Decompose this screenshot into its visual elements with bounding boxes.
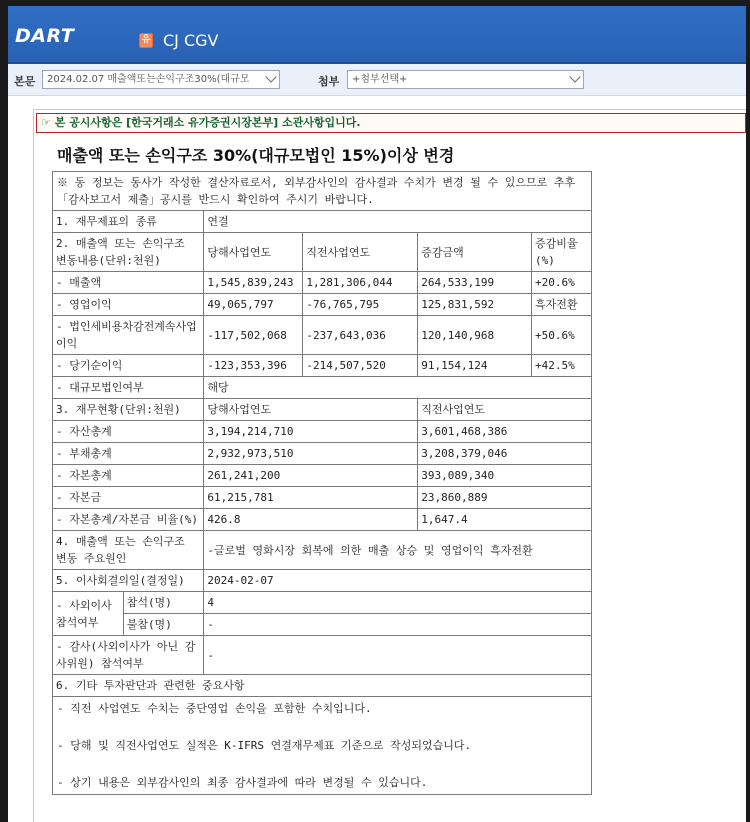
cell: 393,089,340 [418, 465, 592, 487]
sub-label: 참석(명) [123, 592, 204, 614]
item-label: - 당기순이익 [53, 355, 204, 377]
row-value: -글로벌 영화시장 회복에 의한 매출 상승 및 영업이익 흑자전환 [204, 531, 592, 570]
row-value: 연결 [204, 211, 592, 233]
table-row [53, 697, 592, 795]
dart-header [8, 6, 746, 64]
col-header: 직전사업연도 [418, 399, 592, 421]
cell: -76,765,795 [303, 294, 418, 316]
cell: 3,194,214,710 [204, 421, 418, 443]
item-label: - 사외이사 참석여부 [53, 592, 124, 636]
cell: 49,065,797 [204, 294, 303, 316]
row-label: 4. 매출액 또는 손익구조 변동 주요원인 [53, 531, 204, 570]
dart-logo[interactable]: DART [15, 25, 75, 47]
col-header: 증감비율(%) [532, 233, 592, 272]
disclaimer: ※ 동 정보는 동사가 작성한 결산자료로서, 외부감사인의 감사결과 수치가 변경 될 수 있으므로 추후 「감사보고서 제출」공시를 반드시 확인하여 주시기 바랍니다. [53, 172, 592, 211]
table-row [53, 211, 592, 233]
table-row [53, 355, 592, 377]
doc-select[interactable] [42, 70, 280, 89]
cell: 흑자전환 [532, 294, 592, 316]
table-row [53, 570, 592, 592]
company-name[interactable]: CJ CGV [163, 31, 219, 50]
sub-label: 불참(명) [123, 614, 204, 636]
document-toolbar [8, 64, 746, 96]
item-label: - 대규모법인여부 [53, 377, 204, 399]
cell: 120,140,968 [418, 316, 532, 355]
note-line: - 직전 사업연도 수치는 중단영업 손익을 포함한 수치입니다. [57, 702, 372, 715]
row-label: 3. 재무현황(단위:천원) [53, 399, 204, 421]
item-label: - 자산총계 [53, 421, 204, 443]
cell: 3,601,468,386 [418, 421, 592, 443]
cell: 261,241,200 [204, 465, 418, 487]
page-title: 매출액 또는 손익구조 30%(대규모법인 15%)이상 변경 [57, 146, 455, 165]
item-label: - 자본금 [53, 487, 204, 509]
table-row [53, 509, 592, 531]
content-area [8, 96, 746, 822]
row-label: 2. 매출액 또는 손익구조 변동내용(단위:천원) [53, 233, 204, 272]
row-value: 2024-02-07 [204, 570, 592, 592]
item-label: - 매출액 [53, 272, 204, 294]
row-label: 1. 재무제표의 종류 [53, 211, 204, 233]
cell: -214,507,520 [303, 355, 418, 377]
cell: 해당 [204, 377, 592, 399]
table-row [53, 172, 592, 211]
col-header: 당해사업연도 [204, 399, 418, 421]
table-row [53, 487, 592, 509]
table-row [53, 636, 592, 675]
item-label: - 영업이익 [53, 294, 204, 316]
table-row [53, 465, 592, 487]
col-header: 증감금액 [418, 233, 532, 272]
notice-banner: ☞ 본 공시사항은 [한국거래소 유가증권시장본부] 소관사항입니다. [36, 113, 746, 133]
row-label: 5. 이사회결의일(결정일) [53, 570, 204, 592]
doc-select-value: 2024.02.07 매출액또는손익구조30%(대규모 [47, 74, 250, 85]
table-row [53, 294, 592, 316]
table-row [53, 443, 592, 465]
table-row [53, 233, 592, 272]
cell: 4 [204, 592, 592, 614]
table-row [53, 421, 592, 443]
cell: 2,932,973,510 [204, 443, 418, 465]
table-row [53, 399, 592, 421]
cell: 426.8 [204, 509, 418, 531]
table-row [53, 316, 592, 355]
cell: - [204, 636, 592, 675]
company-type-badge: 유 [139, 33, 153, 48]
document-body [33, 109, 746, 822]
row-label: 6. 기타 투자판단과 관련한 중요사항 [53, 675, 592, 697]
attach-label: 첨부 [318, 75, 340, 88]
item-label: - 감사(사외이사가 아닌 감사위원) 참석여부 [53, 636, 204, 675]
browser-frame [8, 6, 746, 822]
cell: +50.6% [532, 316, 592, 355]
cell: 264,533,199 [418, 272, 532, 294]
cell: 1,281,306,044 [303, 272, 418, 294]
note-line: - 당해 및 직전사업연도 실적은 K-IFRS 연결재무제표 기준으로 작성되었습니다. [57, 739, 472, 752]
cell: 1,647.4 [418, 509, 592, 531]
cell: -117,502,068 [204, 316, 303, 355]
table-row [53, 592, 592, 614]
item-label: - 자본총계/자본금 비율(%) [53, 509, 204, 531]
cell: 23,860,889 [418, 487, 592, 509]
cell: 3,208,379,046 [418, 443, 592, 465]
table-row [53, 272, 592, 294]
item-label: - 부채총계 [53, 443, 204, 465]
cell: 91,154,124 [418, 355, 532, 377]
cell: 61,215,781 [204, 487, 418, 509]
notes-cell [53, 697, 592, 795]
table-row [53, 675, 592, 697]
cell: -237,643,036 [303, 316, 418, 355]
chevron-down-icon [265, 71, 276, 82]
attach-select[interactable] [347, 70, 584, 89]
note-line: - 상기 내용은 외부감사인의 최종 감사결과에 따라 변경될 수 있습니다. [57, 776, 428, 789]
doc-label: 본문 [14, 75, 36, 88]
chevron-down-icon [569, 71, 580, 82]
table-row [53, 377, 592, 399]
table-row [53, 614, 592, 636]
col-header: 당해사업연도 [204, 233, 303, 272]
attach-select-value: +첨부선택+ [352, 74, 408, 85]
item-label: - 자본총계 [53, 465, 204, 487]
disclosure-table [52, 171, 592, 795]
cell: - [204, 614, 592, 636]
cell: 125,831,592 [418, 294, 532, 316]
cell: 1,545,839,243 [204, 272, 303, 294]
cell: +42.5% [532, 355, 592, 377]
table-row [53, 531, 592, 570]
item-label: - 법인세비용차감전계속사업이익 [53, 316, 204, 355]
col-header: 직전사업연도 [303, 233, 418, 272]
cell: +20.6% [532, 272, 592, 294]
cell: -123,353,396 [204, 355, 303, 377]
